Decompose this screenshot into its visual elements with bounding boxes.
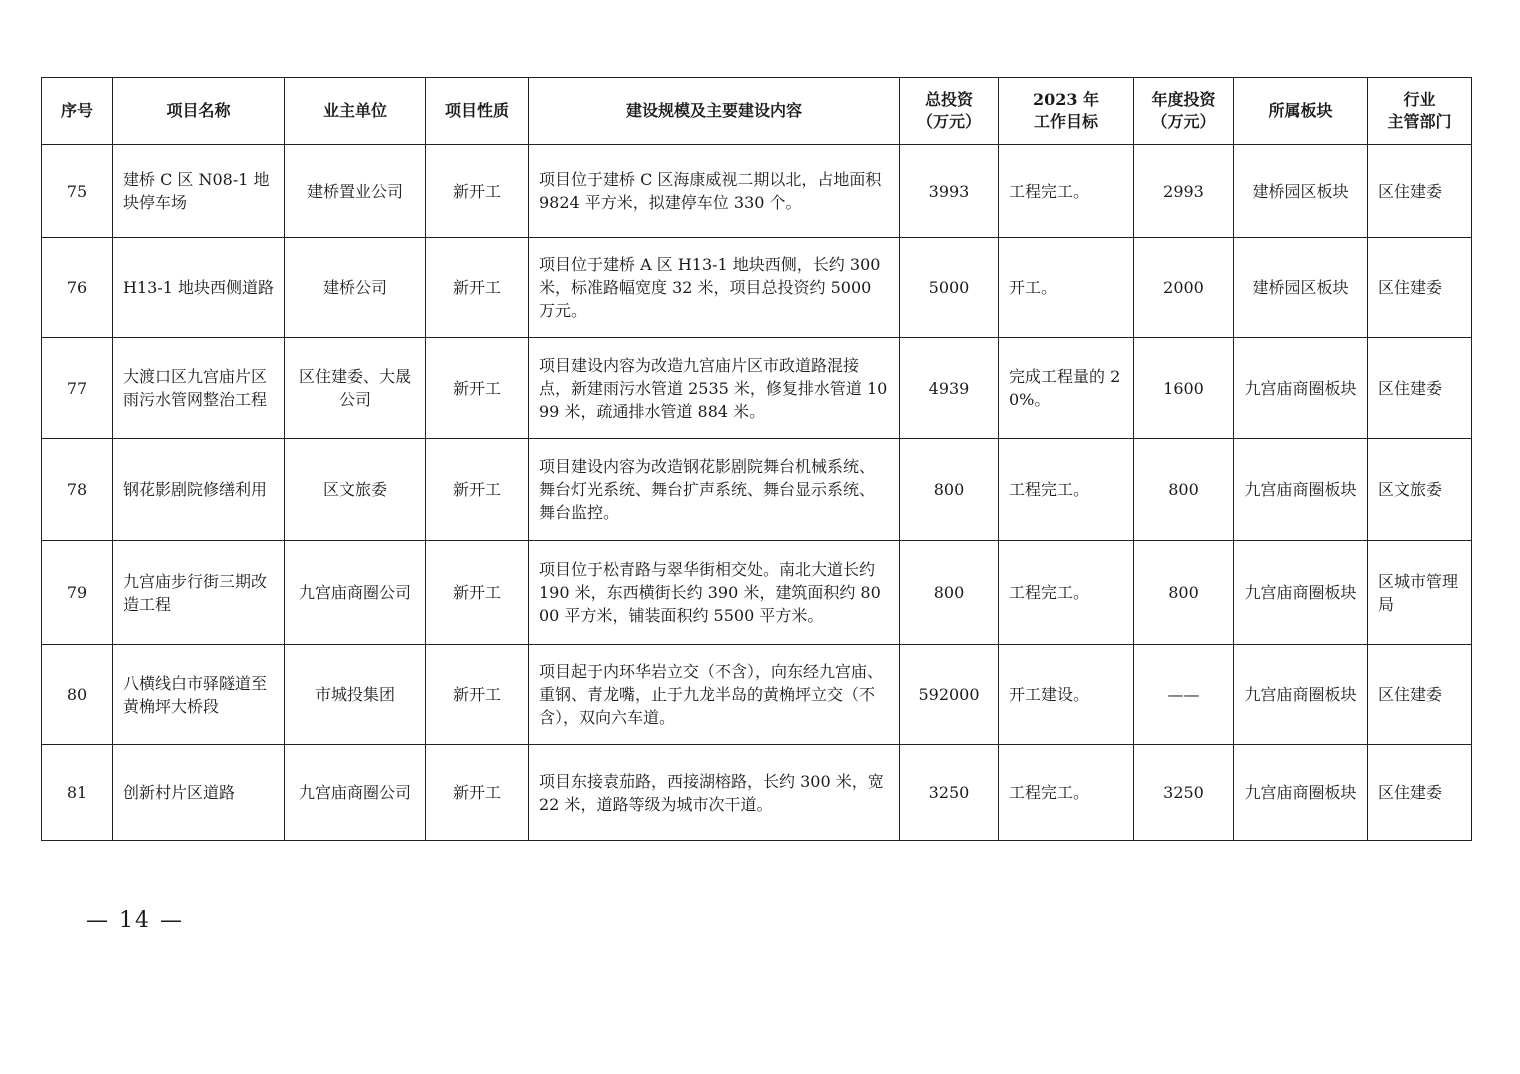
cell-seq: 77: [42, 338, 113, 439]
cell-work-target: 完成工程量的 20%。: [999, 338, 1134, 439]
cell-owner: 市城投集团: [285, 645, 426, 745]
cell-owner: 九宫庙商圈公司: [285, 745, 426, 841]
header-total-investment: 总投资 （万元）: [900, 78, 999, 145]
cell-nature: 新开工: [426, 645, 529, 745]
cell-department: 区城市管理局: [1368, 541, 1472, 645]
cell-seq: 80: [42, 645, 113, 745]
cell-project-name: 九宫庙步行街三期改造工程: [113, 541, 285, 645]
cell-nature: 新开工: [426, 145, 529, 238]
cell-total-investment: 3250: [900, 745, 999, 841]
cell-annual-investment: ——: [1134, 645, 1234, 745]
header-content: 建设规模及主要建设内容: [529, 78, 900, 145]
cell-seq: 81: [42, 745, 113, 841]
cell-content: 项目位于松青路与翠华街相交处。南北大道长约 190 米，东西横街长约 390 米，建筑面积约 8000 平方米，铺装面积约 5500 平方米。: [529, 541, 900, 645]
cell-content: 项目位于建桥 A 区 H13-1 地块西侧，长约 300 米，标准路幅宽度 32 米，项目总投资约 5000 万元。: [529, 238, 900, 338]
cell-nature: 新开工: [426, 439, 529, 541]
cell-total-investment: 3993: [900, 145, 999, 238]
table-row: [42, 439, 1472, 541]
cell-sector: 九宫庙商圈板块: [1234, 745, 1368, 841]
cell-work-target: 工程完工。: [999, 439, 1134, 541]
header-owner: 业主单位: [285, 78, 426, 145]
cell-owner: 九宫庙商圈公司: [285, 541, 426, 645]
cell-sector: 建桥园区板块: [1234, 238, 1368, 338]
cell-seq: 76: [42, 238, 113, 338]
cell-total-investment: 4939: [900, 338, 999, 439]
cell-total-investment: 592000: [900, 645, 999, 745]
cell-owner: 建桥置业公司: [285, 145, 426, 238]
cell-work-target: 工程完工。: [999, 541, 1134, 645]
cell-owner: 建桥公司: [285, 238, 426, 338]
cell-work-target: 开工建设。: [999, 645, 1134, 745]
cell-annual-investment: 2993: [1134, 145, 1234, 238]
header-sector: 所属板块: [1234, 78, 1368, 145]
table-row: [42, 541, 1472, 645]
cell-total-investment: 800: [900, 439, 999, 541]
cell-project-name: 钢花影剧院修缮利用: [113, 439, 285, 541]
table-row: [42, 645, 1472, 745]
cell-nature: 新开工: [426, 745, 529, 841]
cell-department: 区住建委: [1368, 338, 1472, 439]
cell-project-name: 创新村片区道路: [113, 745, 285, 841]
cell-sector: 九宫庙商圈板块: [1234, 541, 1368, 645]
cell-annual-investment: 3250: [1134, 745, 1234, 841]
table-row: [42, 745, 1472, 841]
cell-sector: 九宫庙商圈板块: [1234, 338, 1368, 439]
cell-sector: 九宫庙商圈板块: [1234, 439, 1368, 541]
cell-seq: 75: [42, 145, 113, 238]
cell-nature: 新开工: [426, 541, 529, 645]
cell-work-target: 工程完工。: [999, 745, 1134, 841]
cell-department: 区住建委: [1368, 145, 1472, 238]
cell-owner: 区住建委、大晟公司: [285, 338, 426, 439]
table-row: [42, 238, 1472, 338]
cell-total-investment: 5000: [900, 238, 999, 338]
cell-annual-investment: 1600: [1134, 338, 1234, 439]
cell-sector: 九宫庙商圈板块: [1234, 645, 1368, 745]
cell-content: 项目建设内容为改造钢花影剧院舞台机械系统、舞台灯光系统、舞台扩声系统、舞台显示系统、舞台监控。: [529, 439, 900, 541]
header-annual-investment: 年度投资 （万元）: [1134, 78, 1234, 145]
cell-seq: 79: [42, 541, 113, 645]
cell-content: 项目建设内容为改造九宫庙片区市政道路混接点，新建雨污水管道 2535 米，修复排水管道 1099 米，疏通排水管道 884 米。: [529, 338, 900, 439]
cell-work-target: 工程完工。: [999, 145, 1134, 238]
cell-department: 区住建委: [1368, 238, 1472, 338]
cell-project-name: H13-1 地块西侧道路: [113, 238, 285, 338]
cell-content: 项目位于建桥 C 区海康威视二期以北，占地面积 9824 平方米，拟建停车位 330 个。: [529, 145, 900, 238]
table-row: [42, 338, 1472, 439]
table-header-row: [42, 78, 1472, 145]
cell-owner: 区文旅委: [285, 439, 426, 541]
header-work-target: 2023 年 工作目标: [999, 78, 1134, 145]
cell-total-investment: 800: [900, 541, 999, 645]
header-project-name: 项目名称: [113, 78, 285, 145]
project-table: [41, 77, 1472, 841]
cell-annual-investment: 800: [1134, 541, 1234, 645]
cell-nature: 新开工: [426, 338, 529, 439]
table-row: [42, 145, 1472, 238]
cell-seq: 78: [42, 439, 113, 541]
project-table-container: [41, 77, 1471, 841]
cell-nature: 新开工: [426, 238, 529, 338]
header-seq: 序号: [42, 78, 113, 145]
header-department: 行业 主管部门: [1368, 78, 1472, 145]
cell-annual-investment: 800: [1134, 439, 1234, 541]
cell-work-target: 开工。: [999, 238, 1134, 338]
header-nature: 项目性质: [426, 78, 529, 145]
cell-annual-investment: 2000: [1134, 238, 1234, 338]
cell-content: 项目起于内环华岩立交（不含），向东经九宫庙、重钢、青龙嘴，止于九龙半岛的黄桷坪立交（不含），双向六车道。: [529, 645, 900, 745]
cell-sector: 建桥园区板块: [1234, 145, 1368, 238]
cell-department: 区住建委: [1368, 745, 1472, 841]
cell-project-name: 大渡口区九宫庙片区雨污水管网整治工程: [113, 338, 285, 439]
cell-project-name: 建桥 C 区 N08-1 地块停车场: [113, 145, 285, 238]
cell-department: 区文旅委: [1368, 439, 1472, 541]
cell-content: 项目东接袁茄路，西接湖榕路，长约 300 米，宽 22 米，道路等级为城市次干道。: [529, 745, 900, 841]
cell-department: 区住建委: [1368, 645, 1472, 745]
cell-project-name: 八横线白市驿隧道至黄桷坪大桥段: [113, 645, 285, 745]
page-number: — 14 —: [86, 908, 184, 933]
